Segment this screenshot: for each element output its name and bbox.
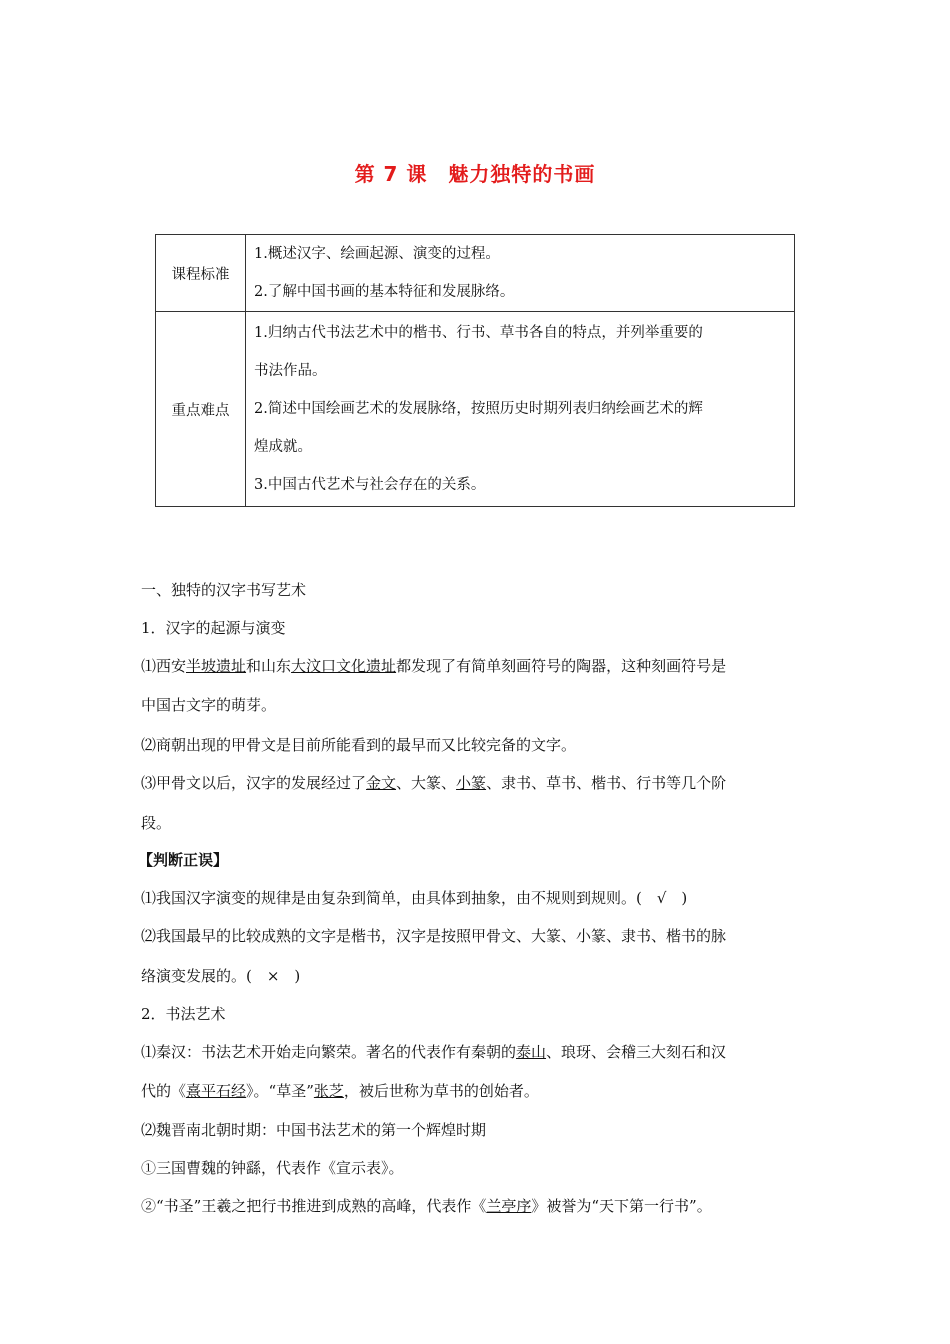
text: ②“书圣”王羲之把行书推进到成熟的高峰，代表作《 [141,1197,487,1215]
cell-line: 2.简述中国绘画艺术的发展脉络，按照历史时期列表归纳绘画艺术的辉 [254,401,703,417]
text: 、大篆、 [396,774,457,792]
paragraph: ⑵商朝出现的甲骨文是目前所能看到的最早而又比较完备的文字。 [141,736,577,754]
paragraph: ①三国曹魏的钟繇，代表作《宣示表》。 [141,1159,404,1177]
row-body-key-points [246,312,795,507]
cell-line: 煌成就。 [254,439,312,455]
section-heading: 一、独特的汉字书写艺术 [141,581,307,599]
paragraph [141,772,821,793]
underlined-term: 兰亭序 [486,1197,532,1215]
judge-question-continuation: 络演变发展的。( × ) [141,967,301,985]
paragraph: ⑵魏晋南北朝时期：中国书法艺术的第一个辉煌时期 [141,1121,487,1139]
judge-question: ⑵我国最早的比较成熟的文字是楷书，汉字是按照甲骨文、大篆、小篆、隶书、楷书的脉 [141,927,727,945]
text: ⑴西安 [141,657,187,675]
cell-line: 1.概述汉字、绘画起源、演变的过程。 [254,246,500,262]
row-head-key-points: 重点难点 [156,312,246,507]
text: ⑴秦汉：书法艺术开始走向繁荣。著名的代表作有秦朝的 [141,1043,517,1061]
subsection-heading: 2．书法艺术 [141,1005,226,1023]
text: ，被后世称为草书的创始者。 [343,1082,539,1100]
paragraph-continuation [141,1080,821,1101]
underlined-term: 熹平石经 [186,1082,247,1100]
text: 都发现了有简单刻画符号的陶器，这种刻画符号是 [396,657,727,675]
table-row [156,312,795,507]
cell-line: 1.归纳古代书法艺术中的楷书、行书、草书各自的特点，并列举重要的 [254,325,703,341]
paragraph [141,1195,821,1216]
text: 》。“草圣” [246,1082,314,1100]
text: 和山东 [246,657,292,675]
cell-line: 2.了解中国书画的基本特征和发展脉络。 [254,284,515,300]
cell-line: 3.中国古代艺术与社会存在的关系。 [254,477,486,493]
row-body-standard [246,235,795,312]
underlined-term: 张芝 [313,1082,344,1100]
subsection-heading: 1．汉字的起源与演变 [141,619,286,637]
paragraph [141,1041,821,1062]
text: 、琅玡、会稽三大刻石和汉 [546,1043,727,1061]
paragraph [141,655,821,676]
row-head-standard: 课程标准 [156,235,246,312]
judge-question: ⑴我国汉字演变的规律是由复杂到简单，由具体到抽象，由不规则到规则。( √ ) [141,889,688,907]
underlined-term: 金文 [366,774,397,792]
text: 》被誉为“天下第一行书”。 [531,1197,712,1215]
underlined-term: 小篆 [456,774,487,792]
paragraph-continuation: 中国古文字的萌芽。 [141,696,277,714]
lesson-title: 第 7 课 魅力独特的书画 [354,162,596,186]
judge-heading: 【判断正误】 [138,851,229,869]
underlined-term: 大汶口文化遗址 [291,657,397,675]
table-row [156,235,795,312]
text: 代的《 [141,1082,187,1100]
paragraph-continuation: 段。 [141,814,172,832]
text: 、隶书、草书、楷书、行书等几个阶 [486,774,727,792]
underlined-term: 半坡遗址 [186,657,247,675]
text: ⑶甲骨文以后，汉字的发展经过了 [141,774,367,792]
underlined-term: 泰山 [516,1043,547,1061]
curriculum-table [155,234,795,507]
cell-line: 书法作品。 [254,363,327,379]
